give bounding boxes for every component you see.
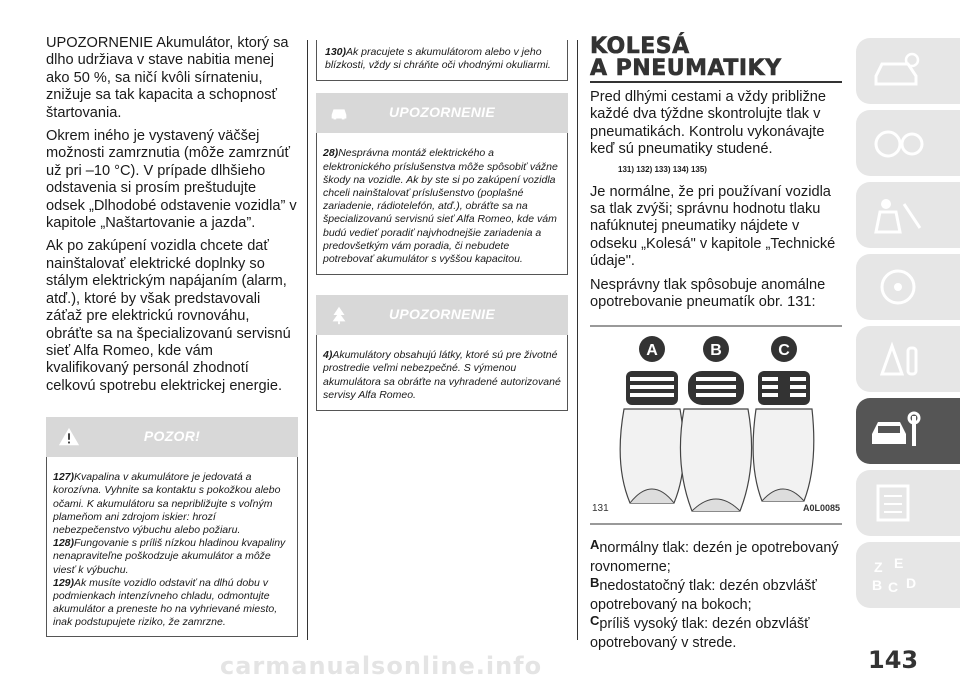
upozornenie-box-body [316,335,568,411]
warning-item [53,577,291,630]
heading-rule [590,81,842,83]
tab-dashboard[interactable] [856,110,960,176]
tab-safety[interactable] [856,182,960,248]
warning-references: 131) 132) 133) 134) 135) [618,164,707,174]
incorrect-pressure-paragraph: Nesprávny tlak spôsobuje anomálne opotrebovanie pneumatík obr. 131: [590,276,826,311]
pozor-box [46,417,298,636]
figure-code: A0L0085 [802,503,840,514]
legend-letter: A [590,537,600,553]
upozornenie-title: UPOZORNENIE [389,306,495,323]
accessories-paragraph: Ak po zakúpení vozidla chcete dať nainštalovať elektrické doplnky so stálym elektrickým napájaním (alarm, atď.), ktoré by však predstavovali záťaž pre elektrickú rovnováhu, obráťte sa na špecializovanú servisnú sieť Alfa Romeo, kde vám kvalifikovaný personál zhodnotí celkovú spotrebu elektrickej energie. [46,238,291,394]
section-heading-line2: A PNEUMATIKY [590,56,782,81]
item-number: 130) [325,46,347,58]
car-overview-icon [868,50,928,92]
figure-number: 131 [592,503,609,515]
technical-data-icon [868,482,928,524]
legend-item [590,577,842,615]
warning-item [323,349,561,402]
pozor-box-title: POZOR! [143,428,201,445]
upozornenie-title: UPOZORNENIE [389,104,495,121]
upozornenie-box-2 [316,295,568,411]
continued-warning-box [316,40,568,81]
pozor-box-header [46,417,298,457]
column-middle [316,0,568,411]
column-divider [307,40,308,640]
svg-text:E: E [894,555,904,571]
svg-text:Z: Z [874,559,883,575]
item-text: Ak musíte vozidlo odstaviť na dlhú dobu v podmienkach intenzívneho chladu, odmontujte akumulátor a preneste ho na vyhrievané miesto, inak podstupujete riziko, že zamrzne. [53,576,278,629]
item-text: Fungovanie s príliš nízkou hladinou kvapaliny nenapraviteľne poškodzuje akumulátor a môže viesť k výbuchu. [53,537,286,576]
legend-text: normálny tlak: dezén je opotrebovaný rovnomerne; [590,540,839,576]
legend-letter: C [590,613,600,629]
item-text: Akumulátory obsahujú látky, ktoré sú pre životné prostredie veľmi nebezpečné. S výmenou akumulátora sa obráťte na vyhradené autorizované servisy Alfa Romeo. [323,349,561,401]
svg-text:C: C [888,579,899,595]
svg-text:B: B [872,577,883,593]
label-c: C [778,342,790,360]
figure-131 [590,325,842,525]
legend-list [590,539,842,653]
item-number: 4) [323,349,333,362]
upozornenie-box-1 [316,93,568,275]
legend-item [590,615,842,653]
tire-wear-illustration [590,325,842,525]
tire-c [753,371,814,501]
upozornenie-box-header [316,295,568,335]
item-number: 129) [53,576,75,589]
item-text: Nesprávna montáž elektrického a elektronického príslušenstva môže spôsobiť vážne škody na vozidle. Ak by ste si po zakúpení vozidla chceli nainštalovať príslušenstvo (poplašné zariadenie, rádiotelefón, atď.), obráťte sa na špecializovanú servisnú sieť Alfa Romeo, kde vám budú vedieť poradiť najvhodnejšie zariadenia a predovšetkým vám poradia, či nebudete potrebovať akumulátor s vyššou kapacitou. [323,147,558,266]
legend-text: príliš vysoký tlak: dezén obzvlášť opotrebovaný v strede. [590,616,810,652]
tire-check-paragraph: Pred dlhými cestami a vždy približne každé dva týždne skontrolujte tlak v pneumatikách. Kontrolu vykonávajte keď sú pneumatiky studené. [590,89,827,158]
item-number: 28) [323,147,339,160]
warning-item [323,147,561,266]
watermark: carmanualsonline.info [220,652,543,680]
label-b: B [710,342,722,360]
warning-item [53,537,291,577]
tab-index[interactable] [856,542,960,608]
page-number: 143 [868,646,919,674]
svg-text:D: D [906,575,917,591]
steering-wheel-icon [868,266,928,308]
upozornenie-box-header [316,93,568,133]
column-divider [577,40,578,640]
emergency-icon [868,338,928,380]
item-text: Kvapalina v akumulátore je jedovatá a korozívna. Vyhnite sa kontaktu s pokožkou alebo očami. K akumulátoru sa nepribližujte s voľným plameňom ani zdrojom iskier: hrozí nebezpečenstvo výbuchu alebo požiaru. [53,471,281,536]
tire-b [680,371,751,511]
chapter-tabs [856,38,960,614]
column-left [46,0,298,637]
tab-car-overview[interactable] [856,38,960,104]
pozor-box-body [46,457,298,636]
item-number: 127) [53,471,75,484]
legend-item [590,539,842,577]
item-text: Ak pracujete s akumulátorom alebo v jeho blízkosti, vždy si chráňte oči vhodnými okuliarmi. [325,46,551,72]
battery-note-paragraph: UPOZORNENIE Akumulátor, ktorý sa dlho udržiava v stave nabitia menej ako 50 %, sa ničí kvôli sírnateniu, znižuje sa tak kapacita a schopnosť štartovania. [46,35,289,121]
tab-technical-data[interactable] [856,470,960,536]
section-heading-line1: KOLESÁ [590,34,690,59]
legend-letter: B [590,575,600,591]
freeze-paragraph: Okrem iného je vystavený väčšej možnosti zamrznutia (môže zamrznúť už pri –10 °C). V prípade dlhšieho odstavenia si prosím preštudujte odsek „Dlhodobé odstavenie vozidla” v kapitole „Naštartovanie a jazda”. [46,128,297,232]
tab-emergency[interactable] [856,326,960,392]
alphabetical-index-icon [868,554,928,596]
legend-text: nedostatočný tlak: dezén obzvlášť opotrebovaný na bokoch; [590,578,817,614]
tab-maintenance[interactable] [856,398,960,464]
tab-driving[interactable] [856,254,960,320]
dashboard-icon [868,122,928,164]
upozornenie-box-body [316,133,568,275]
safety-icon [868,194,928,236]
car-wrench-icon [868,410,928,452]
pressure-increase-paragraph: Je normálne, že pri používaní vozidla sa tlak zvýši; správnu hodnotu tlaku nafúknutej pneumatiky nájdete v odseku „Kolesá" v kapitole „Technické údaje". [590,183,836,270]
label-a: A [646,342,658,360]
warning-item [325,46,561,72]
warning-item [53,471,291,537]
column-right [590,0,842,653]
tire-a [620,371,684,503]
item-number: 128) [53,537,75,550]
